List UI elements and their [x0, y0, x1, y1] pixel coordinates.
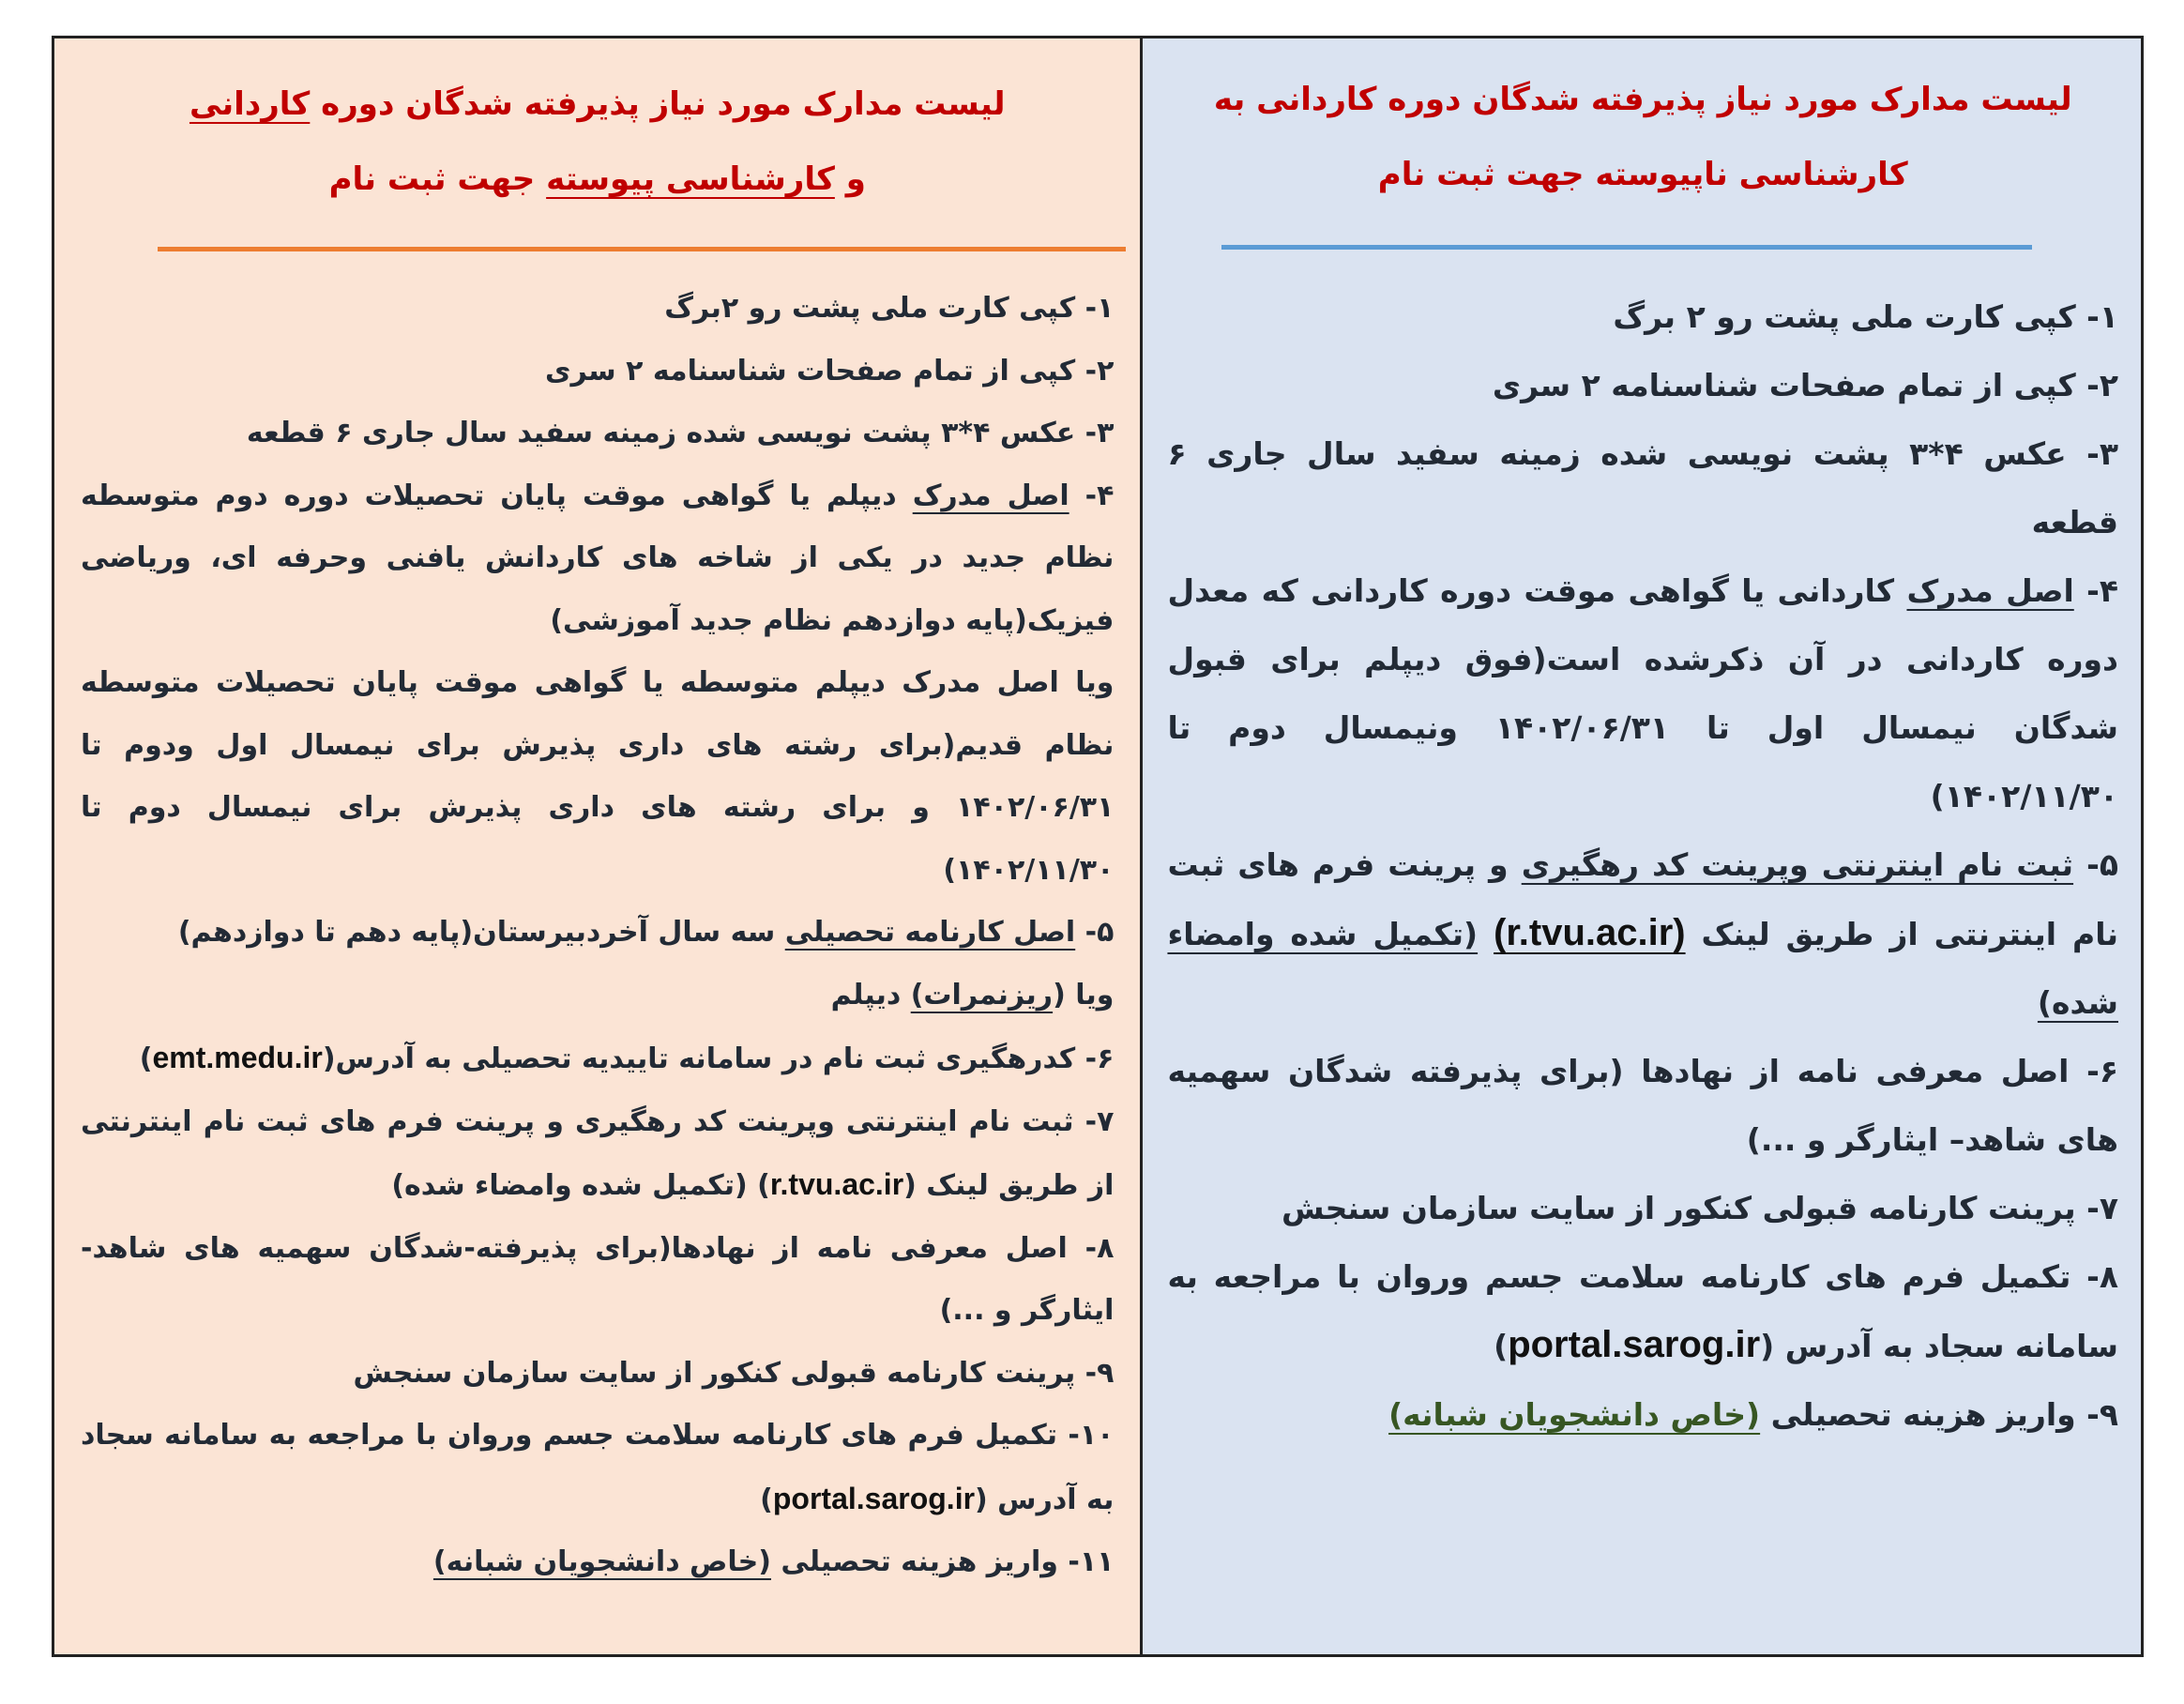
list-item: ۶- کدرهگیری ثبت نام در سامانه تاییدیه تحصیلی به آدرس(emt.medu.ir): [139, 1041, 1115, 1075]
title-line-2: کارشناسی ناپیوسته جهت ثبت نام: [1377, 156, 1908, 193]
title-divider: [1221, 245, 2032, 250]
title-line-2: و کارشناسی پیوسته جهت ثبت نام: [328, 160, 866, 198]
list-item: ۲- کپی از تمام صفحات شناسنامه ۲ سری: [544, 354, 1115, 388]
document-table: [52, 36, 2144, 1657]
list-item: ۳- عکس ۴*۳ پشت نویسی شده زمینه سفید سال جاری ۶ قطعه: [246, 417, 1115, 449]
title-underlined-associate: کاردانی: [189, 85, 311, 123]
tvu-registration-link[interactable]: (r.tvu.ac.ir): [1494, 912, 1686, 953]
list-item: ۹- پرینت کارنامه قبولی کنکور از سایت سازمان سنجش: [353, 1356, 1115, 1390]
emt-medu-link[interactable]: emt.medu.ir: [152, 1041, 323, 1074]
list-item: ۸- اصل معرفی نامه از نهادها(برای پذیرفته-شدگان سهمیه های شاهد-ایثارگر و ...): [81, 1231, 1115, 1327]
list-item: ۲- کپی از تمام صفحات شناسنامه ۲ سری: [1492, 367, 2118, 403]
continuous-degree-column: [54, 38, 1143, 1654]
title-line-1: لیست مدارک مورد نیاز پذیرفته شدگان دوره کاردانی: [189, 85, 1006, 123]
title-underlined-bachelor: کارشناسی پیوسته: [546, 160, 835, 198]
tvu-registration-link[interactable]: r.tvu.ac.ir: [769, 1167, 904, 1201]
list-item: ۱۰- تکمیل فرم های کارنامه سلامت جسم وروان با مراجعه به سامانه سجاد به آدرس (portal.sarog.ir): [81, 1419, 1115, 1516]
list-item: ۵- اصل کارنامه تحصیلی سه سال آخردبیرستان(پایه دهم تا دوازدهم) ویا (ریزنمرات) دیپلم: [177, 916, 1115, 1012]
list-item: ۴- اصل مدرک کاردانی یا گواهی موقت دوره کاردانی که معدل دوره کاردانی در آن ذکرشده است(فوق دیپلم برای قبول شدگان نیمسال اول تا ۱۴۰۲/۰۶/۳۱ ونیمسال دوم تا ۱۴۰۲/۱۱/۳۰): [1167, 572, 2118, 814]
list-item: ۴- اصل مدرک دیپلم یا گواهی موقت پایان تحصیلات دوره دوم متوسطه نظام جدید در یکی از شاخه های کاردانش یافنی وحرفه ای، وریاضی فیزیک(پایه دوازدهم نظام جدید آموزشی): [81, 479, 1115, 637]
list-item: ۱- کپی کارت ملی پشت رو ۲برگ: [664, 292, 1115, 325]
sarog-portal-link[interactable]: portal.sarog.ir: [772, 1481, 976, 1515]
non-continuous-degree-title: [1167, 62, 2118, 212]
list-item: ۵- ثبت نام اینترنتی وپرینت کد رهگیری و پرینت فرم های ثبت نام اینترنتی از طریق لینک (r.tvu.ac.ir) (تکمیل شده وامضاء شده): [1167, 846, 2119, 1021]
list-item: ۹- واریز هزینه تحصیلی (خاص دانشجویان شبانه): [1388, 1396, 2118, 1433]
list-item: ویا اصل مدرک دیپلم متوسطه یا گواهی موقت پایان تحصیلات متوسطه نظام قدیم(برای رشته های داری پذیرش برای نیمسال اول ودوم تا ۱۴۰۲/۰۶/۳۱ و برای رشته های داری پذیرش برای نیمسال دوم تا ۱۴۰۲/۱۱/۳۰): [81, 666, 1115, 887]
title-line-1: لیست مدارک مورد نیاز پذیرفته شدگان دوره کاردانی به: [1213, 81, 2072, 118]
sarog-portal-link[interactable]: portal.sarog.ir: [1508, 1324, 1761, 1365]
non-continuous-requirements-list: [1167, 282, 2118, 1449]
list-item: ۱۱- واریز هزینه تحصیلی (خاص دانشجویان شبانه): [432, 1545, 1115, 1578]
list-item: ۱- کپی کارت ملی پشت رو ۲ برگ: [1613, 298, 2118, 335]
list-item: ۷- ثبت نام اینترنتی وپرینت کد رهگیری و پرینت فرم های ثبت نام اینترنتی از طریق لینک (r.tvu.ac.ir) (تکمیل شده وامضاء شده): [81, 1104, 1115, 1202]
continuous-degree-title: [81, 67, 1114, 217]
list-item: ۸- تکمیل فرم های کارنامه سلامت جسم وروان با مراجعه به سامانه سجاد به آدرس (portal.sarog.ir): [1167, 1258, 2118, 1365]
list-item: ۶- اصل معرفی نامه از نهادها (برای پذیرفته شدگان سهمیه های شاهد– ایثارگر و ...): [1167, 1053, 2118, 1158]
title-divider: [158, 247, 1126, 251]
list-item: ۷- پرینت کارنامه قبولی کنکور از سایت سازمان سنجش: [1281, 1190, 2118, 1226]
non-continuous-degree-column: [1143, 38, 2141, 1654]
continuous-requirements-list: [81, 278, 1114, 1594]
list-item: ۳- عکس ۴*۳ پشت نویسی شده زمینه سفید سال جاری ۶ قطعه: [1167, 435, 2118, 540]
